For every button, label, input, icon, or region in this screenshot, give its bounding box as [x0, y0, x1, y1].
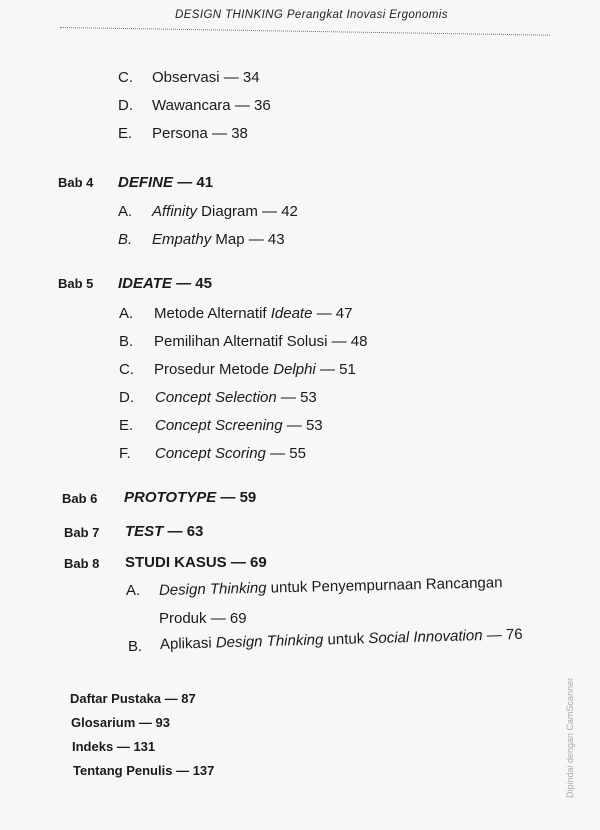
chapter-label: Bab 7: [64, 525, 100, 540]
page-number: 87: [181, 691, 196, 706]
toc-item-letter: F.: [119, 445, 131, 462]
page-number: 47: [335, 305, 353, 322]
chapter-label: Bab 4: [58, 175, 94, 190]
toc-item-letter: A.: [126, 582, 141, 599]
page-number: 93: [155, 715, 171, 730]
page-number: 131: [133, 739, 156, 754]
page-number: 63: [186, 523, 204, 540]
toc-item-observasi[interactable]: Observasi — 34: [152, 69, 260, 86]
toc-item-empathy-map[interactable]: Empathy Map — 43: [152, 231, 285, 248]
chapter-label: Bab 5: [58, 276, 94, 291]
page-number: 55: [289, 445, 306, 462]
header-suffix: Perangkat Inovasi Ergonomis: [286, 9, 448, 21]
toc-item-letter: D.: [118, 97, 133, 114]
page-number: 51: [339, 361, 356, 378]
chapter-ideate[interactable]: IDEATE — 45: [118, 275, 212, 292]
header-dotted-rule: [60, 27, 550, 36]
page-number: 43: [267, 231, 285, 248]
toc-item-persona[interactable]: Persona — 38: [152, 125, 248, 142]
toc-item-letter: A.: [118, 203, 133, 220]
toc-item-metode-alternatif[interactable]: Metode Alternatif Ideate — 47: [154, 305, 353, 322]
toc-tentang-penulis[interactable]: Tentang Penulis — 137: [73, 763, 215, 778]
toc-item-letter: C.: [119, 361, 134, 378]
page-number: 69: [250, 554, 267, 571]
toc-item-letter: E.: [119, 417, 134, 434]
toc-item-letter: B.: [118, 231, 133, 248]
toc-item-letter: D.: [119, 389, 134, 406]
page-number: 38: [231, 125, 248, 142]
toc-item-design-thinking-rancangan-cont[interactable]: Produk — 69: [159, 610, 247, 627]
toc-item-wawancara[interactable]: Wawancara — 36: [152, 97, 271, 114]
chapter-define[interactable]: DEFINE — 41: [118, 174, 214, 191]
toc-item-design-thinking-rancangan[interactable]: Design Thinking untuk Penyempurnaan Rancangan: [158, 574, 503, 599]
toc-item-concept-selection[interactable]: Concept Selection — 53: [155, 389, 317, 406]
chapter-studi-kasus[interactable]: STUDI KASUS — 69: [125, 554, 267, 571]
page-number: 45: [195, 275, 212, 292]
toc-glosarium[interactable]: Glosarium — 93: [71, 715, 171, 730]
toc-item-concept-scoring[interactable]: Concept Scoring — 55: [155, 445, 306, 462]
page-number: 53: [305, 417, 323, 434]
page-number: 137: [192, 763, 215, 778]
page-number: 36: [253, 97, 271, 114]
toc-item-pemilihan-alternatif[interactable]: Pemilihan Alternatif Solusi — 48: [154, 333, 368, 350]
page-number: 42: [281, 203, 298, 220]
toc-item-concept-screening[interactable]: Concept Screening — 53: [155, 417, 323, 434]
page-number: 69: [229, 610, 247, 627]
toc-item-letter: B.: [128, 638, 143, 655]
page-number: 34: [242, 69, 260, 86]
page-number: 59: [239, 489, 257, 506]
toc-item-prosedur-delphi[interactable]: Prosedur Metode Delphi — 51: [154, 361, 356, 378]
page-number: 76: [505, 625, 523, 644]
toc-item-social-innovation[interactable]: Aplikasi Design Thinking untuk Social Innovation — 76: [159, 625, 523, 653]
toc-item-letter: E.: [118, 125, 133, 142]
chapter-label: Bab 6: [62, 491, 98, 506]
toc-item-letter: C.: [118, 69, 133, 86]
page-number: 41: [196, 174, 214, 191]
toc-item-letter: A.: [119, 305, 134, 322]
toc-item-affinity-diagram[interactable]: Affinity Diagram — 42: [152, 203, 298, 220]
toc-indeks[interactable]: Indeks — 131: [72, 739, 156, 754]
chapter-test[interactable]: TEST — 63: [125, 523, 204, 540]
toc-daftar-pustaka[interactable]: Daftar Pustaka — 87: [70, 691, 196, 706]
page-number: 48: [350, 333, 368, 350]
chapter-label: Bab 8: [64, 556, 100, 571]
header-prefix: DESIGN THINKING: [175, 9, 284, 21]
chapter-prototype[interactable]: PROTOTYPE — 59: [124, 489, 257, 506]
running-header: [175, 9, 448, 21]
scanner-watermark: Dipindai dengan CamScanner: [565, 677, 575, 798]
page-number: 53: [300, 389, 317, 406]
toc-item-letter: B.: [119, 333, 134, 350]
